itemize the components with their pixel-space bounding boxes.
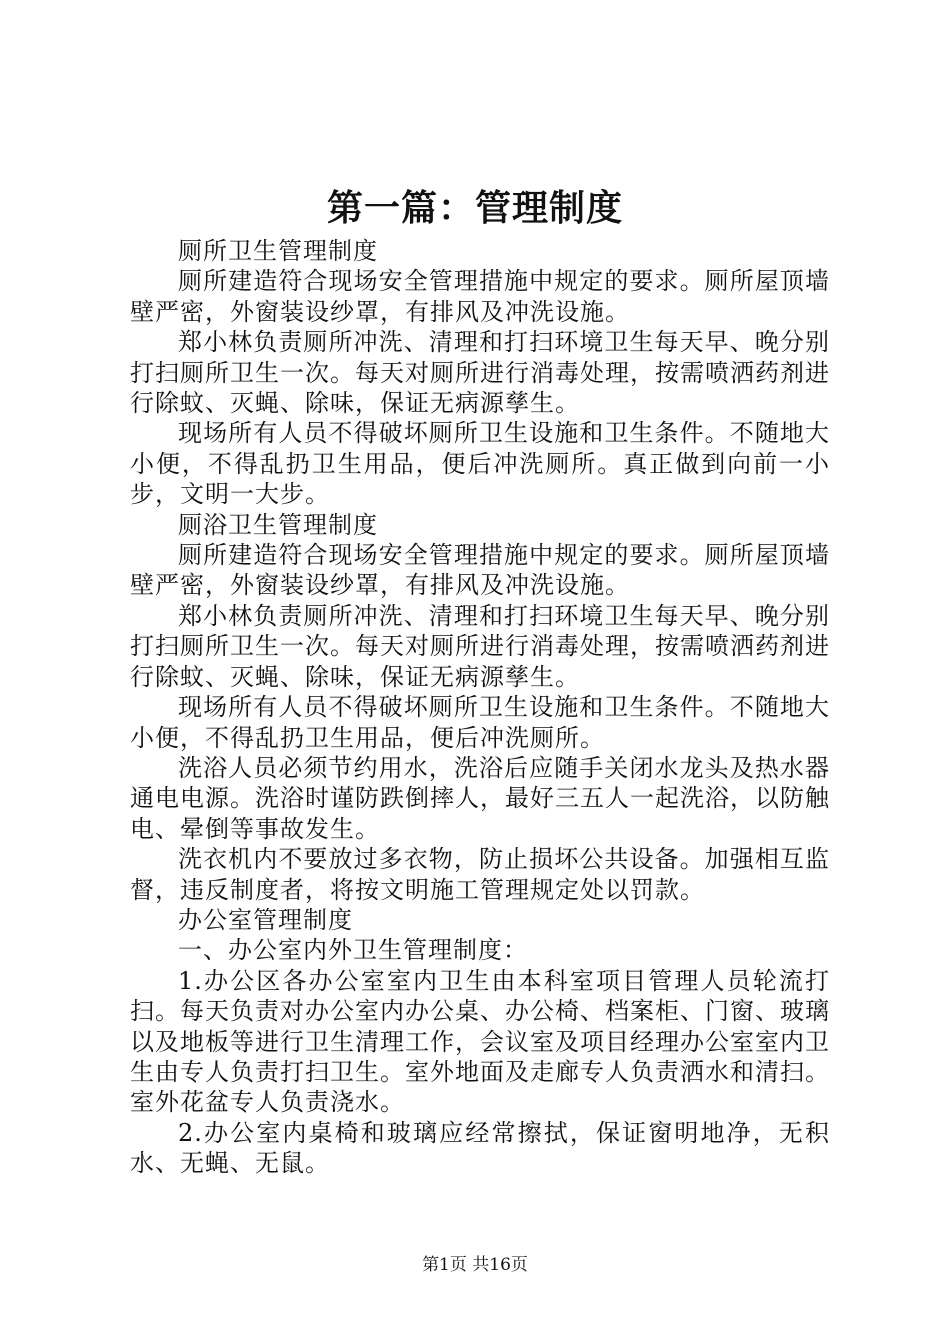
paragraph: 洗浴人员必须节约用水，洗浴后应随手关闭水龙头及热水器通电电源。洗浴时谨防跌倒摔人，最好三五人一起洗浴，以防触电、晕倒等事故发生。 <box>130 753 830 843</box>
subsection-heading: 一、办公室内外卫生管理制度： <box>178 936 528 965</box>
list-item: 2.办公室内桌椅和玻璃应经常擦拭，保证窗明地净，无积水、无蝇、无鼠。 <box>130 1118 830 1178</box>
section-heading-bath: 厕浴卫生管理制度 <box>178 510 378 539</box>
document-body <box>130 236 830 1179</box>
paragraph: 厕所建造符合现场安全管理措施中规定的要求。厕所屋顶墙壁严密，外窗装设纱罩，有排风及冲洗设施。 <box>130 541 830 600</box>
paragraph: 郑小林负责厕所冲洗、清理和打扫环境卫生每天早、晚分别打扫厕所卫生一次。每天对厕所进行消毒处理，按需喷洒药剂进行除蚊、灭蝇、除味，保证无病源孳生。 <box>130 601 830 691</box>
paragraph: 洗衣机内不要放过多衣物，防止损坏公共设备。加强相互监督，违反制度者，将按文明施工管理规定处以罚款。 <box>130 845 830 904</box>
list-item: 1.办公区各办公室室内卫生由本科室项目管理人员轮流打扫。每天负责对办公室内办公桌、办公椅、档案柜、门窗、玻璃以及地板等进行卫生清理工作，会议室及项目经理办公室室内卫生由专人负责打扫卫生。室外地面及走廊专人负责洒水和清扫。室外花盆专人负责浇水。 <box>130 966 830 1117</box>
paragraph: 现场所有人员不得破坏厕所卫生设施和卫生条件。不随地大小便，不得乱扔卫生用品，便后冲洗厕所。 <box>130 693 830 752</box>
paragraph: 现场所有人员不得破坏厕所卫生设施和卫生条件。不随地大小便，不得乱扔卫生用品，便后冲洗厕所。真正做到向前一小步，文明一大步。 <box>130 419 830 509</box>
paragraph: 郑小林负责厕所冲洗、清理和打扫环境卫生每天早、晚分别打扫厕所卫生一次。每天对厕所进行消毒处理，按需喷洒药剂进行除蚊、灭蝇、除味，保证无病源孳生。 <box>130 328 830 418</box>
section-heading-toilet: 厕所卫生管理制度 <box>178 237 378 265</box>
paragraph: 厕所建造符合现场安全管理措施中规定的要求。厕所屋顶墙壁严密，外窗装设纱罩，有排风及冲洗设施。 <box>130 267 830 326</box>
page-number-footer: 第1页 共16页 <box>422 1255 528 1275</box>
section-heading-office: 办公室管理制度 <box>178 905 353 934</box>
document-title: 第一篇：管理制度 <box>326 187 623 229</box>
